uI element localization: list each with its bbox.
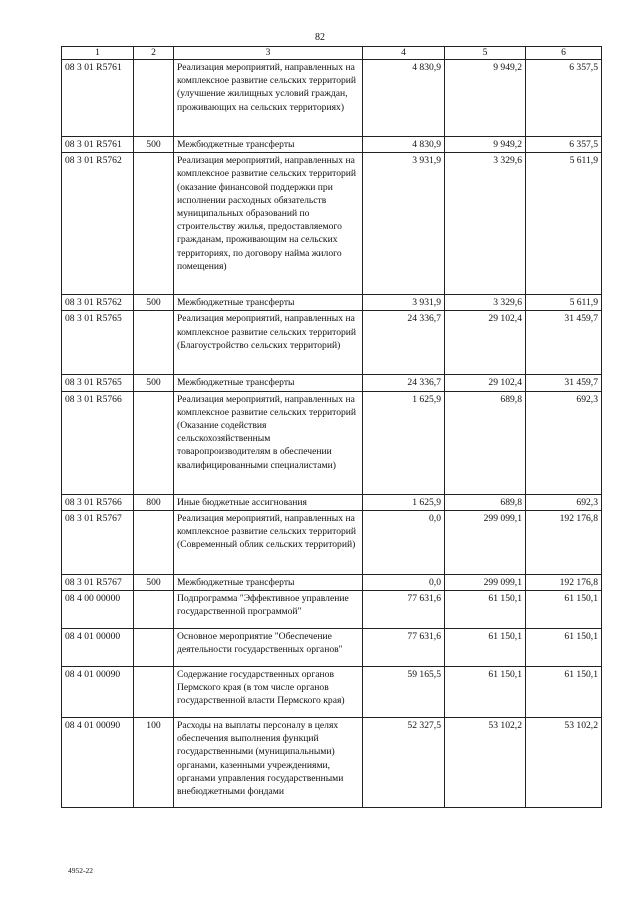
row-value-col5: 53 102,2 — [445, 718, 526, 808]
row-value-col5: 3 329,6 — [445, 153, 526, 295]
header-cell-5: 5 — [445, 47, 526, 60]
row-value-col4: 4 830,9 — [363, 60, 445, 137]
table-row — [62, 295, 602, 311]
row-value-col6: 53 102,2 — [526, 718, 602, 808]
row-name: Межбюджетные трансферты — [174, 295, 363, 311]
row-value-col4: 24 336,7 — [363, 375, 445, 391]
header-cell-3: 3 — [174, 47, 363, 60]
header-cell-4: 4 — [363, 47, 445, 60]
row-value-col6: 31 459,7 — [526, 375, 602, 391]
row-expense-type — [134, 153, 174, 295]
row-value-col6: 5 611,9 — [526, 295, 602, 311]
row-value-col5: 299 099,1 — [445, 574, 526, 590]
row-value-col6: 6 357,5 — [526, 60, 602, 137]
row-name: Реализация мероприятий, направленных на комплексное развитие сельских территорий (оказание финансовой поддержки при исполнении расходных обязательств муниципальных образований по строительству жилья, предоставляемого гражданам, проживающим на сельских территориях, по договору найма жилого помещения) — [174, 153, 363, 295]
row-value-col6: 192 176,8 — [526, 574, 602, 590]
row-expense-type — [134, 667, 174, 718]
table-row — [62, 667, 602, 718]
row-code: 08 4 01 00000 — [62, 629, 134, 667]
table-header-row — [62, 47, 602, 60]
row-code: 08 4 01 00090 — [62, 667, 134, 718]
row-value-col4: 59 165,5 — [363, 667, 445, 718]
row-name: Межбюджетные трансферты — [174, 375, 363, 391]
row-expense-type: 500 — [134, 137, 174, 153]
row-value-col6: 692,3 — [526, 494, 602, 510]
row-value-col6: 61 150,1 — [526, 667, 602, 718]
row-code: 08 3 01 R5765 — [62, 375, 134, 391]
row-value-col4: 1 625,9 — [363, 391, 445, 494]
row-name: Межбюджетные трансферты — [174, 137, 363, 153]
row-expense-type: 500 — [134, 375, 174, 391]
header-cell-1: 1 — [62, 47, 134, 60]
row-code: 08 3 01 R5767 — [62, 574, 134, 590]
row-value-col5: 9 949,2 — [445, 137, 526, 153]
row-expense-type — [134, 391, 174, 494]
row-name: Реализация мероприятий, направленных на комплексное развитие сельских территорий (Оказание содействия сельскохозяйственным товаропроизводителям в обеспечении квалифицированными специалистами) — [174, 391, 363, 494]
row-value-col5: 29 102,4 — [445, 311, 526, 375]
row-name: Иные бюджетные ассигнования — [174, 494, 363, 510]
page-number: 82 — [315, 32, 325, 43]
row-name: Основное мероприятие "Обеспечение деятельности государственных органов" — [174, 629, 363, 667]
row-value-col5: 61 150,1 — [445, 591, 526, 629]
header-cell-6: 6 — [526, 47, 602, 60]
row-value-col5: 61 150,1 — [445, 629, 526, 667]
row-name: Реализация мероприятий, направленных на комплексное развитие сельских территорий (улучшение жилищных условий граждан, проживающих на сельских территориях) — [174, 60, 363, 137]
row-expense-type: 100 — [134, 718, 174, 808]
row-value-col4: 3 931,9 — [363, 295, 445, 311]
row-code: 08 4 00 00000 — [62, 591, 134, 629]
row-code: 08 3 01 R5761 — [62, 60, 134, 137]
row-value-col4: 0,0 — [363, 510, 445, 574]
row-value-col4: 77 631,6 — [363, 629, 445, 667]
row-expense-type — [134, 60, 174, 137]
header-cell-2: 2 — [134, 47, 174, 60]
row-value-col6: 61 150,1 — [526, 591, 602, 629]
row-code: 08 3 01 R5762 — [62, 153, 134, 295]
row-expense-type: 500 — [134, 295, 174, 311]
row-name: Межбюджетные трансферты — [174, 574, 363, 590]
row-code: 08 3 01 R5766 — [62, 494, 134, 510]
row-value-col6: 192 176,8 — [526, 510, 602, 574]
table-row — [62, 574, 602, 590]
table-row — [62, 629, 602, 667]
row-code: 08 4 01 00090 — [62, 718, 134, 808]
row-code: 08 3 01 R5766 — [62, 391, 134, 494]
row-value-col4: 24 336,7 — [363, 311, 445, 375]
row-expense-type — [134, 311, 174, 375]
table-row — [62, 391, 602, 494]
table-row — [62, 510, 602, 574]
table-row — [62, 718, 602, 808]
row-name: Реализация мероприятий, направленных на комплексное развитие сельских территорий (Современный облик сельских территорий) — [174, 510, 363, 574]
row-value-col5: 29 102,4 — [445, 375, 526, 391]
row-name: Содержание государственных органов Пермского края (в том числе органов государственной власти Пермского края) — [174, 667, 363, 718]
budget-table — [61, 46, 602, 808]
row-value-col5: 61 150,1 — [445, 667, 526, 718]
table-row — [62, 137, 602, 153]
row-value-col5: 689,8 — [445, 494, 526, 510]
row-name: Расходы на выплаты персоналу в целях обеспечения выполнения функций государственными (муниципальными) органами, казенными учреждениями, органами управления государственными внебюджетными фондами — [174, 718, 363, 808]
budget-table-body — [62, 47, 602, 808]
table-row — [62, 311, 602, 375]
table-row — [62, 494, 602, 510]
row-expense-type: 800 — [134, 494, 174, 510]
row-value-col4: 4 830,9 — [363, 137, 445, 153]
row-name: Подпрограмма "Эффективное управление государственной программой" — [174, 591, 363, 629]
row-value-col5: 3 329,6 — [445, 295, 526, 311]
table-row — [62, 591, 602, 629]
row-value-col6: 5 611,9 — [526, 153, 602, 295]
row-value-col4: 1 625,9 — [363, 494, 445, 510]
table-row — [62, 375, 602, 391]
table-row — [62, 153, 602, 295]
row-value-col6: 692,3 — [526, 391, 602, 494]
row-code: 08 3 01 R5767 — [62, 510, 134, 574]
row-name: Реализация мероприятий, направленных на комплексное развитие сельских территорий (Благоустройство сельских территорий) — [174, 311, 363, 375]
row-value-col5: 9 949,2 — [445, 60, 526, 137]
row-expense-type — [134, 629, 174, 667]
row-value-col6: 61 150,1 — [526, 629, 602, 667]
document-code: 4952-22 — [68, 866, 93, 875]
row-value-col6: 6 357,5 — [526, 137, 602, 153]
row-value-col4: 0,0 — [363, 574, 445, 590]
row-value-col6: 31 459,7 — [526, 311, 602, 375]
row-value-col4: 52 327,5 — [363, 718, 445, 808]
row-code: 08 3 01 R5762 — [62, 295, 134, 311]
row-code: 08 3 01 R5761 — [62, 137, 134, 153]
row-value-col5: 689,8 — [445, 391, 526, 494]
row-expense-type — [134, 591, 174, 629]
row-expense-type — [134, 510, 174, 574]
row-value-col4: 77 631,6 — [363, 591, 445, 629]
row-expense-type: 500 — [134, 574, 174, 590]
row-code: 08 3 01 R5765 — [62, 311, 134, 375]
table-row — [62, 60, 602, 137]
row-value-col5: 299 099,1 — [445, 510, 526, 574]
row-value-col4: 3 931,9 — [363, 153, 445, 295]
